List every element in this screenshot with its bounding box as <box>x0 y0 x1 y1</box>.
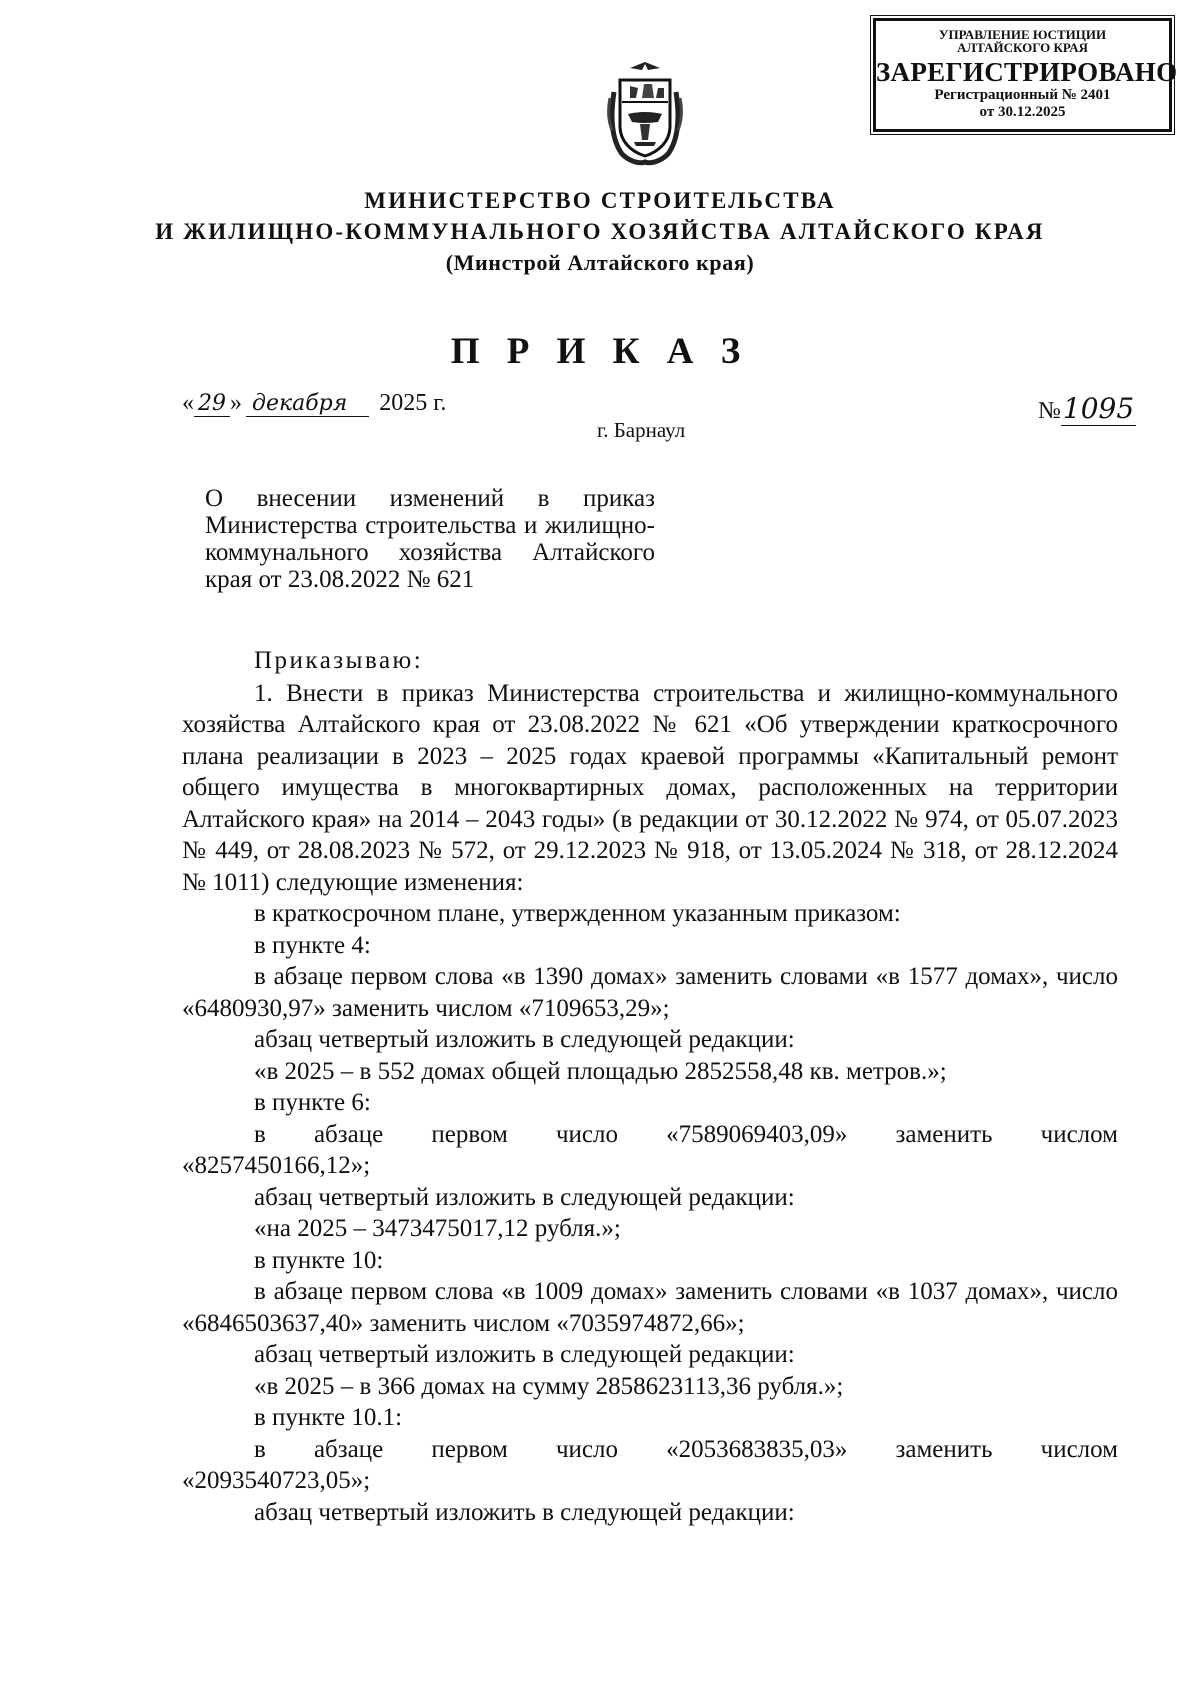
registration-stamp <box>873 18 1178 132</box>
order-date <box>182 390 446 417</box>
handwritten-month: декабря <box>246 391 369 417</box>
stamp-reg-number: Регистрационный № 2401 <box>934 87 1111 103</box>
stamp-organization: УПРАВЛЕНИЕ ЮСТИЦИИ АЛТАЙСКОГО КРАЯ <box>938 27 1107 55</box>
order-body <box>182 645 1118 1528</box>
order-year: 2025 г. <box>379 390 447 416</box>
order-number <box>1038 392 1136 426</box>
paragraph-16: в абзаце первом число «2053683835,03» заменить числом «2093540723,05»; <box>182 1435 1118 1494</box>
paragraph-5: абзац четвертый изложить в следующей редакции: <box>254 1026 795 1053</box>
stamp-status: ЗАРЕГИСТРИРОВАНО <box>876 57 1178 87</box>
paragraph-6: «в 2025 – в 552 домах общей площадью 2852558,48 кв. метров.»; <box>254 1057 947 1085</box>
document-type: П Р И К А З <box>450 331 750 372</box>
handwritten-number: 1095 <box>1062 392 1135 425</box>
paragraph-17: абзац четвертый изложить в следующей редакции: <box>254 1498 795 1526</box>
paragraph-7: в пункте 6: <box>254 1089 371 1116</box>
paragraph-8: в абзаце первом число «7589069403,09» заменить числом «8257450166,12»; <box>182 1120 1118 1179</box>
paragraph-2: в краткосрочном плане, утвержденном указанным приказом: <box>254 900 901 927</box>
ministry-name-line2: И ЖИЛИЩНО-КОММУНАЛЬНОГО ХОЗЯЙСТВА АЛТАЙСКОГО КРАЯ <box>155 219 1045 244</box>
paragraph-15: в пункте 10.1: <box>254 1404 403 1431</box>
number-sign: № <box>1038 398 1061 424</box>
paragraph-1: 1. Внести в приказ Министерства строительства и жилищно-коммунального хозяйства Алтайского края от 23.08.2022 № 621 «Об утверждении краткосрочного плана реализации в 2023 – 2025 годах краевой программы «Капитальный ремонт общего имущества в многоквартирных домах, расположенных на территории Алтайского края» на 2014 – 2043 годы» (в редакции от 30.12.2022 № 974, от 05.07.2023 № 449, от 28.08.2023 № 572, от 29.12.2023 № 918, от 13.05.2024 № 318, от 28.12.2024 № 1011) следующие изменения: <box>182 679 1118 896</box>
ministry-header <box>0 185 1200 278</box>
paragraph-12: в абзаце первом слова «в 1009 домах» заменить словами «в 1037 домах», число «6846503637,40» заменить числом «7035974872,66»; <box>182 1278 1118 1337</box>
ministry-name-line1: МИНИСТЕРСТВО СТРОИТЕЛЬСТВА <box>364 188 836 213</box>
paragraph-10: «на 2025 – 3473475017,12 рубля.»; <box>254 1215 621 1242</box>
paragraph-14: «в 2025 – в 366 домах на сумму 2858623113,36 рубля.»; <box>254 1372 844 1400</box>
stamp-reg-date: от 30.12.2025 <box>979 104 1066 120</box>
order-word: Приказываю: <box>254 647 424 674</box>
date-quote-open: « <box>182 390 194 416</box>
altai-krai-coat-of-arms-icon <box>600 58 690 168</box>
paragraph-3: в пункте 4: <box>254 931 371 959</box>
paragraph-13: абзац четвертый изложить в следующей редакции: <box>254 1341 795 1368</box>
paragraph-11: в пункте 10: <box>254 1246 384 1274</box>
order-city: г. Барнаул <box>597 418 686 442</box>
date-quote-close: » <box>230 390 242 416</box>
paragraph-9: абзац четвертый изложить в следующей редакции: <box>254 1183 795 1211</box>
order-subject: О внесении изменений в приказ Министерства строительства и жилищно-коммунального хозяйства Алтайского края от 23.08.2022 № 621 <box>205 485 655 593</box>
ministry-short-name: (Минстрой Алтайского края) <box>445 250 755 275</box>
paragraph-4: в абзаце первом слова «в 1390 домах» заменить словами «в 1577 домах», число «6480930,97» заменить числом «7109653,29»; <box>182 963 1118 1022</box>
handwritten-day: 29 <box>194 391 230 417</box>
